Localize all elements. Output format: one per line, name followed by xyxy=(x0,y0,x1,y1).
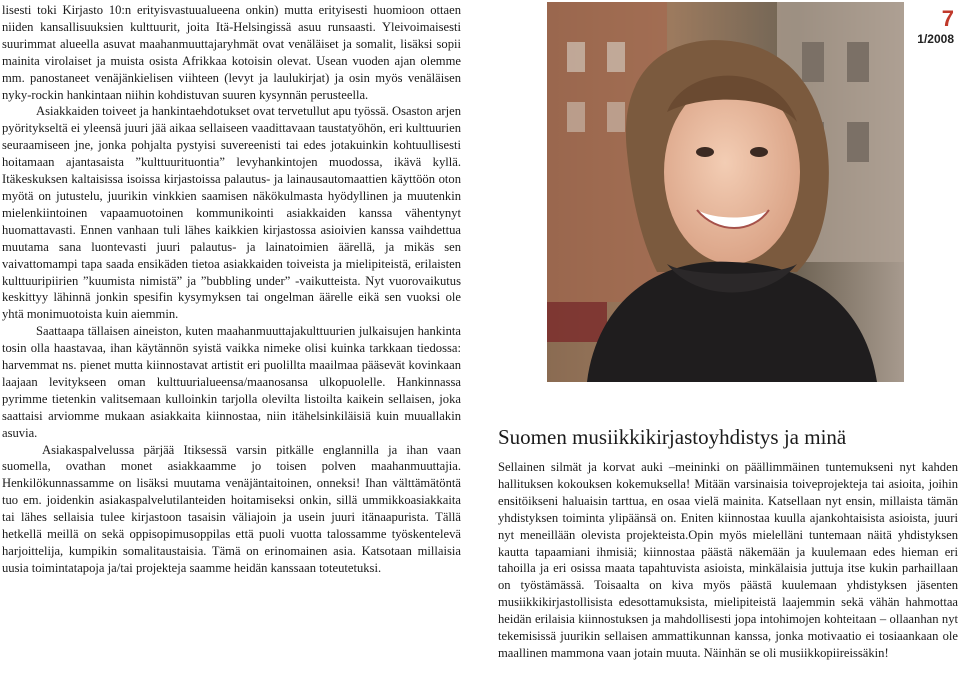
portrait-illustration xyxy=(547,2,904,382)
paragraph: Asiakkaiden toiveet ja hankintaehdotukset ovat tervetullut apu työssä. Osaston arjen pyöritykseltä ei yleensä juuri jää aikaa sellaiseen vaadittavaan taustatyöhön, eri kulttuurien seuraamiseen jne, jonka pohjalta pystyisi suvereenisti tai edes jotakuinkin kohtuullisesti hoitamaan ajantasaista ”kulttuurituontia” levyhankintojen muodossa, ikävä kyllä. Itäkeskuksen kaltaisissa isoissa kirjastoissa palautus- ja lainausautomaattien käyttöön oton myötä on jutustelu, juurikin vinkkien saamisen näkökulmasta hyödyllinen ja muutenkin mielenkiintoinen vapaamuotoinen kommunikointi asiakkaiden kanssa vähentynyt huomattavasti. Ennen vanhaan tuli lähes kaikkien kirjastossa asioivien kanssa vaihdettua muutama sana luontevasti juuri palautus- ja lainatoimien äärellä, ja mikäs sen vaivattomampi tapa saada ensikäden tietoa asiakkaiden toiveista ja mielipiteistä, erilaisten kulttuuripiirien ”kuumista nimistä” ja ”bubbling under” -vaikutteista. Nyt vuorovaikutus keskittyy lähinnä jonkin spesifin kysymyksen tai ongelman äärelle eikä sen vuoksi ole yhtä monimuotoista kuin aiemmin. xyxy=(2,104,461,322)
page-number: 7 xyxy=(941,6,954,31)
paragraph: Saattaapa tällaisen aineiston, kuten maahanmuuttajakulttuurien julkaisujen hankinta tosin olla haastavaa, ihan käytännön syistä vaikka nimeke olisi kuinka tarkkaan tiedossa: harvemmat ns. pienet mutta kiinnostavat artistit eri puolillta maailmaa pääsevät kovinkaan laajaan levitykseen oman kulttuurialueensa/maanosansa ulkopuolelle. Hankinnassa pyrimme tietenkin valitsemaan kulloinkin tarjolla olevilta listoilta kaikein sellaisen, joka saattaisi arviomme mukaan asiakkaita kiinnostaa, niin itähelsinkiläisiä kuin muuallakin asuvia. xyxy=(2,324,461,440)
section-heading: Suomen musiikkikirjastoyhdistys ja minä xyxy=(498,425,847,449)
paragraph: lisesti toki Kirjasto 10:n erityisvastuualueena onkin) mutta erityisesti huomioon ottaen niiden kansallisuuksien kulttuurit, joita Itä-Helsingissä asuu runsaasti. Yleivoimaisesti suurimmat alueella asuvat maahanmuuttajaryhmät ovat venäläiset ja somalit, lisäksi sopii mainita virolaiset ja muista osista Afrikkaa kotoisin olevat. Usean vuoden ajan olemme mm. panostaneet venäjänkielisen viihteen (levyt ja laulukirjat) ja osin myös venäläisen nyky-rockin hankintaan niihin kohdistuvan suuren kysynnän perusteella. xyxy=(2,3,461,102)
portrait-photo xyxy=(547,2,904,382)
article-left-column xyxy=(2,2,461,577)
article-right-column xyxy=(498,459,958,662)
issue-label: 1/2008 xyxy=(917,32,954,46)
paragraph: Asiakaspalvelussa pärjää Itiksessä varsin pitkälle englannilla ja ihan vaan suomella, ovathan monet asiakkaamme jo toisen polven maahanmuuttajia. Henkilökunnassamme on lisäksi muutama venäjäntaitoinen, onneksi! Ihan välttämätöntä tuo em. joidenkin asiakaspalvelutilanteiden hoitamiseksi onkin, sillä ummikkoasiakkaita tai lähes sellaisia tulee kirjastoon tasaisin väliajoin ja usein juuri itänaapurista. Tällä hetkellä meillä on sekä oppisopimusoppilas että puoli vuotta talossamme työskentelevä harjoittelija, kumpikin somalitaustaisia. Tämä on erinomainen asia. Katsotaan millaisia uusia toimintatapoja ja/tai projekteja saamme heidän kanssaan toteutetuksi. xyxy=(2,442,461,575)
page-number-block xyxy=(917,6,954,46)
paragraph: Sellainen silmät ja korvat auki –meininki on päällimmäinen tuntemukseni nyt kahden hallituksen kokouksen kokemuksella! Mitään varsinaisia toiveprojekteja tai asioita, joihin ensitöikseni haluaisin tarttua, en osaa vielä mainita. Katsellaan nyt ensin, millaista tämän yhdistyksen toiminta ylipäänsä on. Eniten kiinnostaa kuulla ajankohtaisista asioista, juuri nyt meneillään olevista projekteista.Opin myös mielelläni tuntemaan näitä yhdistyksen kautta tapaamiani ihmisiä; kiinnostaa päästä näkemään ja kuulemaan edes hieman eri tahoilla ja eri osissa maata tapahtuvista asioista, minkälaisia juttuja itse kukin parhaillaan on työstämässä. Toisaalta on kiva myös päästä kuulemaan yhdistyksen jäsenten musiikkikirjastollisista edesottamuksista, mielipiteistä laajemmin sekä vähän hahmottaa heidän erilaisia kiinnostuksen ja mahdollisesti jopa intohimojen kohteitaan – ollaanhan nyt tekemisissä juurikin sellaisen ammattikunnan kanssa, jonka motivaatio ei tosiaankaan ole maallinen mammona vaan jotain muuta. Näinhän se oli musiikkopiireissäkin! xyxy=(498,460,958,660)
